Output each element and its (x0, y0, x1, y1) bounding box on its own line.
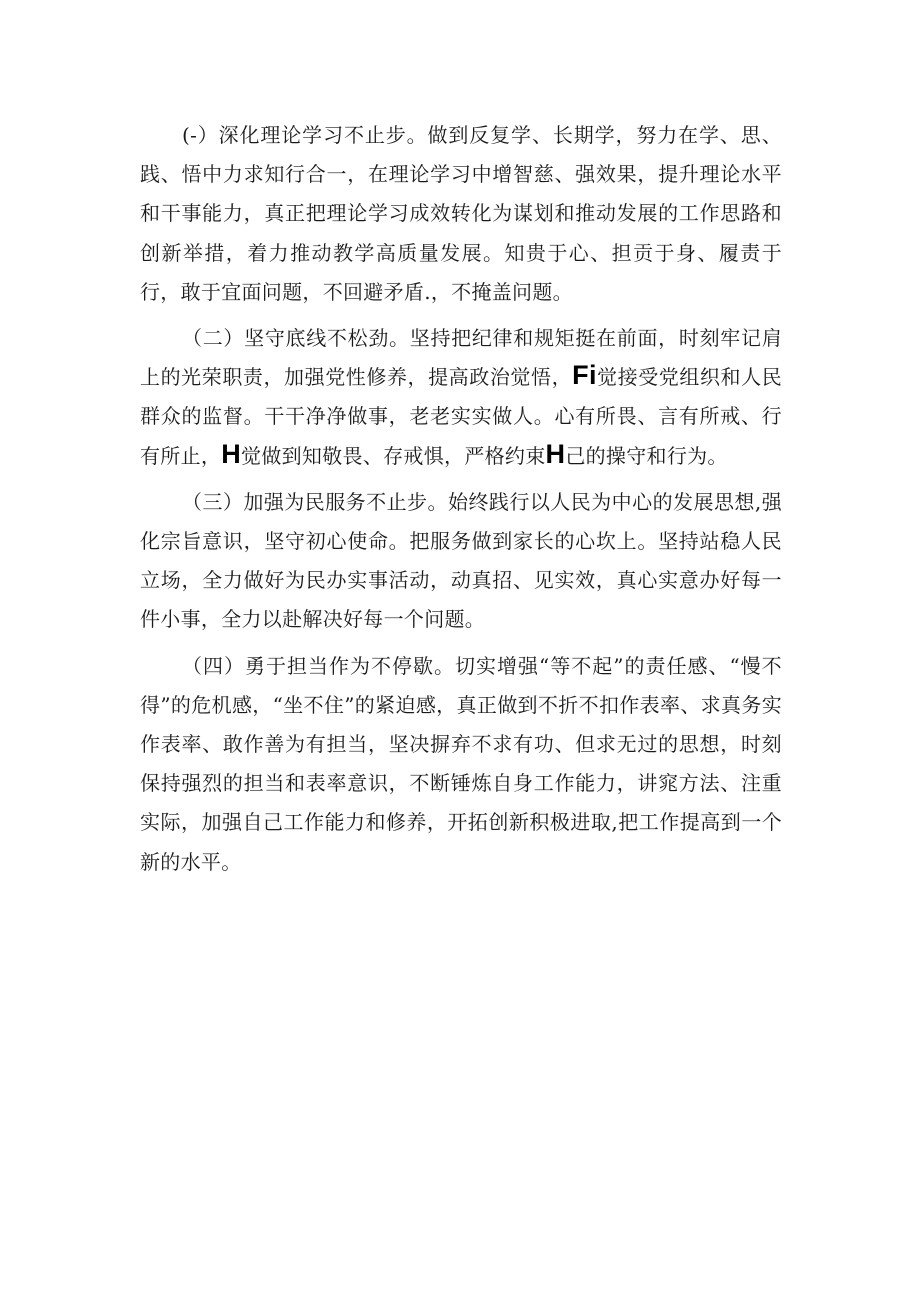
paragraph-text: (-）深化理论学习不止步。做到反复学、长期学，努力在学、思、践、悟中力求知行合一，在理论学习中增智慈、强效果，提升理论水平和干事能力，真正把理论学习成效转化为谋划和推动发展的工作思路和创新举措，着力推动教学高质量发展。知贵于心、担贡于身、履责于行，敢于宜面问题，不回避矛盾.，不掩盖问题。 (140, 123, 782, 304)
paragraph-1 (140, 116, 782, 312)
paragraph-text: （四）勇于担当作为不停歇。切实增强“等不起”的责任感、“慢不得”的危机感，“坐不住”的紧迫感，真正做到不折不扣作表率、求真务实作表率、敢作善为有担当，坚决摒弃不求有功、但求无过的思想，时刻保持强烈的担当和表率意识，不断锤炼自身工作能力，讲窕方法、注重实际，加强自己工作能力和修养，开拓创新积极进取,把工作提高到一个新的水平。 (140, 653, 782, 874)
paragraph-text: （二）坚守底线不松劲。坚持把纪律和规矩挺在前面，时刻牢记肩上的光荣职责，加强党性修养，提高政治觉悟， (140, 326, 782, 390)
paragraph-text: （三）加强为民服务不止步。始终践行以人民为中心的发展思想,强化宗旨意识，坚守初心使命。把服务做到家长的心坎上。坚持站稳人民立场，全力做好为民办实事活动，动真招、见实效，真心实意办好每一件小事，全力以赴解决好每一个问题。 (140, 489, 782, 632)
paragraph-text: 觉接受党组织和人民群众的监督。干干净净做事，老老实实做人。心有所畏、言有所戒、行有所止， (140, 365, 782, 468)
paragraph-text: 己的操守和行为。 (565, 443, 728, 468)
ocr-artifact-glyph: H (221, 438, 242, 469)
paragraph-3 (140, 483, 782, 640)
paragraph-4 (140, 647, 782, 882)
document-body (140, 116, 782, 882)
paragraph-text: 觉做到知敬畏、存戒惧，严格约束 (241, 443, 546, 468)
ocr-artifact-glyph: Fi (572, 360, 597, 391)
paragraph-2 (140, 319, 782, 476)
ocr-artifact-glyph: H (545, 438, 566, 469)
